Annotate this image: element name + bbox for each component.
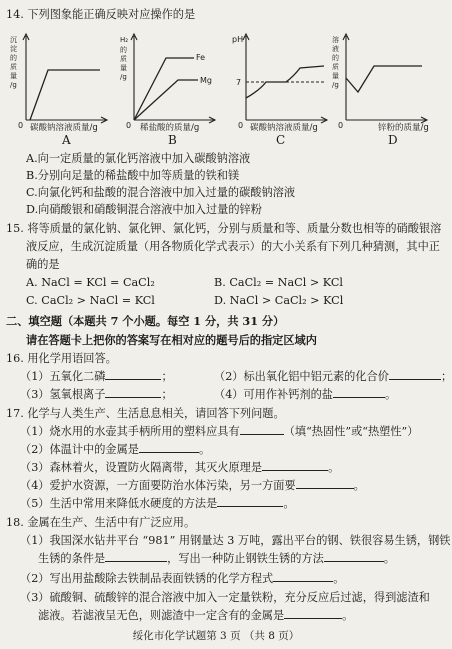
chart-c-letter: C bbox=[276, 133, 286, 147]
chart-b-label-fe: Fe bbox=[196, 53, 206, 62]
chart-a-xlabel: 碳酸钠溶液质量/g bbox=[30, 123, 98, 133]
chart-d-ylabel-char: 质 bbox=[332, 63, 339, 71]
chart-c-y-axis bbox=[243, 34, 249, 120]
chart-a-ylabel bbox=[10, 36, 17, 89]
q17-item-3: （3）森林着火，设置防火隔离带，其灭火原理是 。 bbox=[20, 461, 340, 474]
chart-d-ylabel-char: 液 bbox=[332, 45, 339, 53]
answer-blank bbox=[139, 452, 199, 453]
chart-c-xlabel: 碳酸钠溶液质量/g bbox=[250, 123, 318, 133]
q15-line-3: 确的是 bbox=[26, 258, 60, 271]
chart-d-y-axis bbox=[343, 34, 349, 120]
q16-item-3-text: （3）氢氧根离子 bbox=[20, 388, 106, 401]
chart-a bbox=[8, 32, 108, 136]
q17-item-1-text: （1）烧水用的水壶其手柄所用的塑料应具有 bbox=[20, 425, 240, 438]
chart-b-ylabel-char: H₂ bbox=[120, 36, 129, 44]
q18-item-3-text: 滤液。若滤液呈无色，则滤渣中一定含有的金属是 bbox=[38, 609, 285, 622]
q16-item-4: （4）可用作补钙剂的盐 。 bbox=[214, 388, 397, 401]
chart-b-origin: 0 bbox=[126, 121, 132, 130]
q14-option-a: A.向一定质量的氯化钙溶液中加入碳酸钠溶液 bbox=[26, 152, 251, 165]
answer-blank bbox=[333, 397, 385, 398]
q15-line-1: 15. 将等质量的氯化钠、氯化钾、氯化钙，分别与质量和等、质量分数也相等的硝酸银溶 bbox=[6, 222, 442, 235]
chart-b-label-mg: Mg bbox=[200, 76, 212, 85]
answer-blank bbox=[284, 618, 342, 619]
q15-option-a: A. NaCl = KCl = CaCl₂ bbox=[26, 276, 155, 289]
q14-option-c: C.向氯化钙和盐酸的混合溶液中加入过量的碳酸钠溶液 bbox=[26, 186, 296, 199]
q17-item-5: （5）生活中常用来降低水硬度的方法是 。 bbox=[20, 497, 295, 510]
chart-c-ylabel: pH bbox=[232, 35, 244, 44]
chart-a-ylabel-char: 量 bbox=[10, 72, 17, 80]
q16-item-1: （1）五氧化二磷 ； bbox=[20, 370, 173, 383]
chart-d-origin: 0 bbox=[338, 121, 344, 130]
q16-stem: 16. 用化学用语回答。 bbox=[6, 352, 117, 365]
chart-b-ylabel-char: 量 bbox=[120, 64, 127, 72]
chart-c-origin: 0 bbox=[238, 121, 244, 130]
answer-blank bbox=[273, 581, 333, 582]
chart-b-ylabel-char: 质 bbox=[120, 55, 127, 63]
page-footer: 绥化市化学试题第 3 页 （共 8 页） bbox=[132, 630, 300, 642]
answer-blank bbox=[262, 470, 328, 471]
q14-option-d: D.向硝酸银和硝酸铜混合溶液中加入过量的锌粉 bbox=[26, 203, 262, 216]
answer-blank bbox=[296, 488, 354, 489]
q18-item-2: （2）写出用盐酸除去铁制品表面铁锈的化学方程式 。 bbox=[20, 572, 345, 585]
chart-b bbox=[118, 32, 218, 136]
answer-blank bbox=[324, 561, 384, 562]
q16-item-2-text: （2）标出氧化铝中铝元素的化合价 bbox=[214, 370, 389, 383]
q17-item-4-text: （4）爱护水资源，一方面要防治水体污染，另一方面要 bbox=[20, 479, 296, 492]
q16-item-2: （2）标出氧化铝中铝元素的化合价 ； bbox=[214, 370, 452, 383]
chart-a-y-axis bbox=[23, 34, 29, 120]
chart-b-ylabel-char: /g bbox=[120, 73, 127, 81]
chart-a-ylabel-char: 的 bbox=[10, 54, 17, 62]
q15-line-2: 液反应，生成沉淀质量（用各物质化学式表示）的大小关系有下列几种猜测，其中正 bbox=[26, 240, 440, 253]
chart-d-ylabel-char: /g bbox=[332, 81, 339, 89]
q17-item-4: （4）爱护水资源，一方面要防治水体污染，另一方面要 。 bbox=[20, 479, 365, 492]
q18-item-3-line-2: 滤液。若滤液呈无色，则滤渣中一定含有的金属是 。 bbox=[38, 609, 354, 622]
chart-b-letter: B bbox=[168, 133, 177, 147]
chart-d-curve bbox=[346, 66, 422, 92]
chart-d-ylabel-char: 的 bbox=[332, 54, 339, 62]
chart-d-xlabel: 锌粉的质量/g bbox=[378, 123, 429, 133]
q16-item-4-text: （4）可用作补钙剂的盐 bbox=[214, 388, 333, 401]
chart-b-ylabel-char: 的 bbox=[120, 46, 127, 54]
q16-item-1-text: （1）五氧化二磷 bbox=[20, 370, 106, 383]
q17-item-1 bbox=[20, 425, 418, 439]
section-2-note: 请在答题卡上把你的答案写在相对应的题号后的指定区域内 bbox=[26, 333, 317, 347]
q18-stem: 18. 金属在生产、生活中有广泛应用。 bbox=[6, 516, 196, 529]
q17-item-5-text: （5）生活中常用来降低水硬度的方法是 bbox=[20, 497, 218, 510]
q14-stem: 14. 下列图象能正确反映对应操作的是 bbox=[6, 8, 196, 21]
q17-item-3-text: （3）森林着火，设置防火隔离带，其灭火原理是 bbox=[20, 461, 263, 474]
q16-item-3: （3）氢氧根离子 ； bbox=[20, 388, 173, 401]
answer-blank bbox=[105, 397, 161, 398]
answer-blank bbox=[105, 379, 161, 380]
q15-option-d: D. NaCl > CaCl₂ > KCl bbox=[214, 294, 344, 307]
chart-b-xlabel: 稀盐酸的质量/g bbox=[140, 123, 200, 133]
chart-b-y-axis bbox=[131, 34, 137, 120]
chart-d-ylabel-char: 溶 bbox=[332, 36, 339, 44]
answer-blank bbox=[240, 434, 284, 435]
q18-item-1-text-a: 生锈的条件是 bbox=[38, 552, 106, 565]
q17-stem: 17. 化学与人类生产、生活息息相关，请回答下列问题。 bbox=[6, 407, 285, 420]
chart-d-ylabel bbox=[332, 35, 339, 89]
q15-option-b: B. CaCl₂ = NaCl > KCl bbox=[214, 276, 343, 289]
chart-d-ylabel-char: 量 bbox=[332, 72, 339, 80]
answer-blank bbox=[105, 561, 167, 562]
chart-c bbox=[230, 32, 330, 136]
q14-option-b: B.分别向足量的稀盐酸中加等质量的铁和镁 bbox=[26, 169, 240, 182]
q18-item-1-text-b: ，写出一种防止钢铁生锈的方法 bbox=[167, 552, 324, 565]
q15-option-c: C. CaCl₂ > NaCl = KCl bbox=[26, 294, 155, 307]
chart-b-curve-fe bbox=[134, 58, 194, 120]
q18-item-1-line-2: 生锈的条件是 ，写出一种防止钢铁生锈的方法 。 bbox=[38, 552, 395, 565]
chart-a-origin: 0 bbox=[18, 121, 24, 130]
answer-blank bbox=[389, 379, 441, 380]
q18-item-3-line-1: （3）硫酸铜、硫酸锌的混合溶液中加入一定量铁粉，充分反应后过滤，得到滤渣和 bbox=[20, 591, 430, 604]
answer-blank bbox=[217, 506, 283, 507]
chart-a-letter: A bbox=[62, 133, 71, 147]
q17-item-1-hint: （填“热固性”或“热塑性”） bbox=[283, 425, 419, 438]
chart-a-ylabel-char: 沉 bbox=[10, 36, 17, 44]
chart-a-ylabel-char: 质 bbox=[10, 63, 17, 71]
q17-item-2: （2）体温计中的金属是 。 bbox=[20, 443, 211, 456]
chart-b-ylabel bbox=[120, 36, 128, 81]
chart-d bbox=[332, 32, 432, 136]
chart-a-ylabel-char: /g bbox=[10, 81, 17, 89]
chart-a-curve bbox=[30, 70, 100, 120]
q18-item-2-text: （2）写出用盐酸除去铁制品表面铁锈的化学方程式 bbox=[20, 572, 274, 585]
chart-d-letter: D bbox=[388, 133, 398, 147]
chart-a-ylabel-char: 淀 bbox=[10, 45, 17, 53]
section-2-title: 二、填空题（本题共 7 个小题。每空 1 分，共 31 分） bbox=[6, 314, 285, 328]
q18-item-1-line-1: （1）我国深水钻井平台 “981” 用钢量达 3 万吨，露出平台的钢、铁很容易生锈，钢铁 bbox=[20, 534, 451, 547]
q17-item-2-text: （2）体温计中的金属是 bbox=[20, 443, 139, 456]
chart-c-tick-7: 7 bbox=[236, 78, 242, 87]
